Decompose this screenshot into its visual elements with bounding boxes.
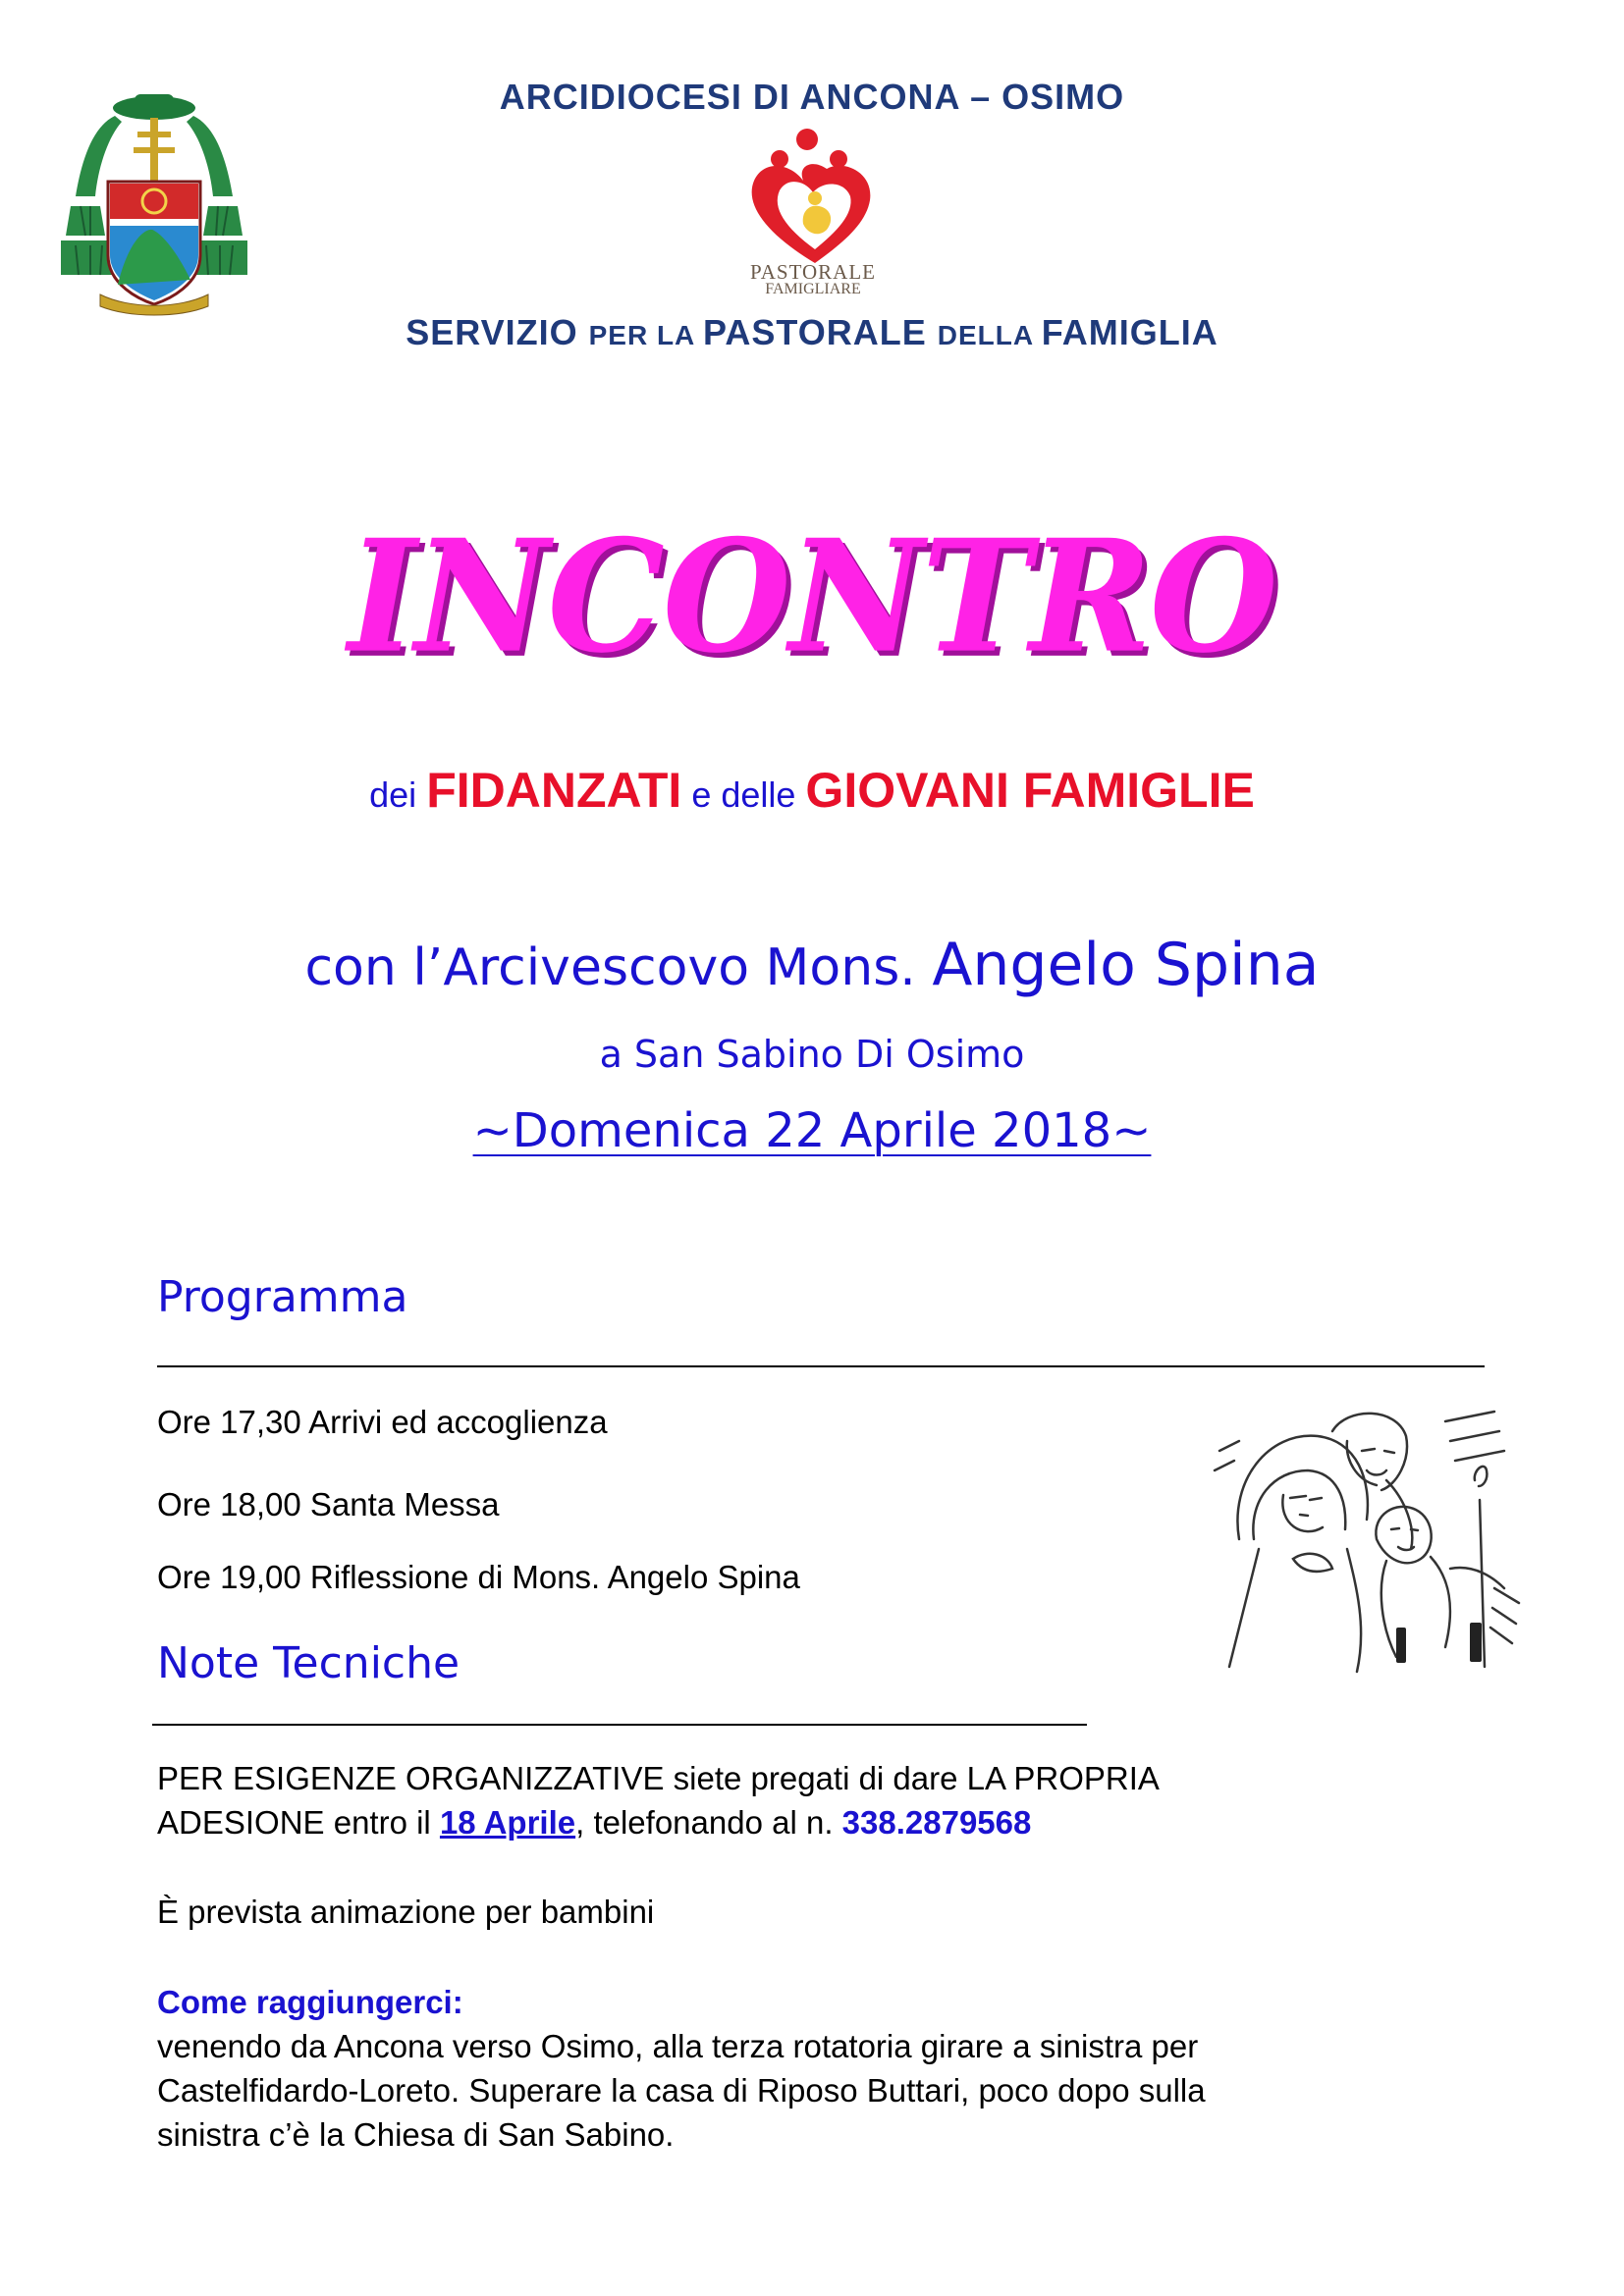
directions-line: venendo da Ancona verso Osimo, alla terza rotatoria girare a sinistra per: [157, 2028, 1199, 2064]
come-heading: Come raggiungerci:: [157, 1984, 463, 2020]
event-title: INCONTRO: [348, 506, 1276, 688]
diocese-heading: ARCIDIOCESI DI ANCONA – OSIMO: [499, 77, 1125, 117]
service-part1: SERVIZIO: [406, 312, 589, 352]
logo-caption-line2: FAMIGLIARE: [765, 281, 861, 297]
event-place: a San Sabino Di Osimo: [599, 1033, 1025, 1076]
adesione-phone: 338.2879568: [841, 1804, 1032, 1841]
adesione-line1: PER ESIGENZE ORGANIZZATIVE siete pregati di dare LA PROPRIA: [157, 1760, 1160, 1796]
subtitle-part1: dei: [369, 774, 427, 815]
note-heading: Note Tecniche: [157, 1638, 460, 1688]
animazione-note: È prevista animazione per bambini: [157, 1894, 655, 1930]
adesione-date: 18 Aprile: [439, 1804, 576, 1841]
service-part2: PER LA: [588, 320, 704, 350]
event-date-line: [0, 1103, 1624, 1158]
subtitle-fidanzati: FIDANZATI: [426, 763, 682, 818]
host-prefix: con l’Arcivescovo Mons.: [304, 938, 933, 997]
logo-caption: [739, 260, 887, 298]
service-part3: PASTORALE: [703, 312, 938, 352]
logo-caption-line1: PASTORALE: [749, 260, 877, 284]
service-heading: [0, 312, 1624, 353]
adesione-line2: [157, 1804, 1031, 1842]
programma-item: Ore 17,30 Arrivi ed accoglienza: [157, 1404, 608, 1440]
event-subtitle: [0, 762, 1624, 819]
holy-family-sketch-icon: [1200, 1392, 1524, 1677]
programma-divider: [157, 1365, 1485, 1367]
event-date: ~Domenica 22 Aprile 2018~: [472, 1103, 1152, 1158]
service-part5: FAMIGLIA: [1041, 312, 1218, 352]
note-divider: [152, 1724, 1087, 1726]
host-name: Angelo Spina: [932, 931, 1320, 999]
directions-line: Castelfidardo-Loreto. Superare la casa di Riposo Buttari, poco dopo sulla: [157, 2072, 1206, 2109]
subtitle-part3: e delle: [681, 774, 806, 815]
adesione-text2: , telefonando al n.: [575, 1804, 842, 1841]
coat-of-arms-icon: [61, 88, 247, 319]
subtitle-giovani-famiglie: GIOVANI FAMIGLIE: [805, 763, 1255, 818]
programma-item: Ore 18,00 Santa Messa: [157, 1486, 500, 1522]
host-line: [0, 931, 1624, 999]
programma-heading: Programma: [157, 1272, 408, 1322]
programma-item: Ore 19,00 Riflessione di Mons. Angelo Spina: [157, 1559, 800, 1595]
directions-line: sinistra c’è la Chiesa di San Sabino.: [157, 2116, 675, 2153]
service-part4: DELLA: [937, 320, 1042, 350]
adesione-text: ADESIONE entro il: [157, 1804, 440, 1841]
